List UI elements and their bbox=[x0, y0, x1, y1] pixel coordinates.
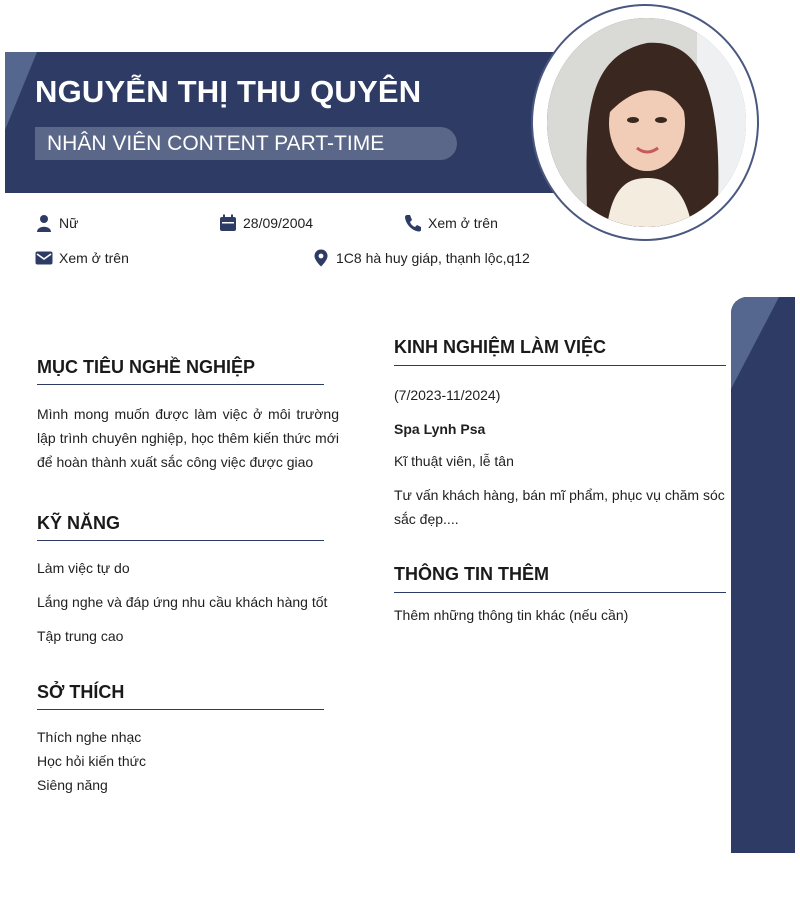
envelope-icon bbox=[35, 249, 53, 267]
objective-rule bbox=[37, 384, 324, 385]
phone-value: Xem ở trên bbox=[428, 215, 498, 231]
avatar-illustration bbox=[547, 18, 746, 227]
skill-item: Tập trung cao bbox=[37, 628, 124, 644]
objective-text: Mình mong muốn được làm việc ở môi trường lập trình chuyên nghiệp, học thêm kiến thức mới để hoàn thành xuất sắc công việc được giao bbox=[37, 406, 339, 470]
position-pill bbox=[35, 127, 457, 160]
gender-row bbox=[35, 214, 78, 232]
skill-item: Làm việc tự do bbox=[37, 560, 130, 576]
phone-icon bbox=[404, 214, 422, 232]
birthday-row bbox=[219, 214, 313, 232]
side-decor-slash bbox=[731, 297, 779, 389]
birthday-value: 28/09/2004 bbox=[243, 215, 314, 231]
extra-heading: THÔNG TIN THÊM bbox=[394, 564, 549, 584]
calendar-icon bbox=[219, 214, 237, 232]
experience-company: Spa Lynh Psa bbox=[394, 421, 486, 437]
position-title: NHÂN VIÊN CONTENT PART-TIME bbox=[47, 132, 385, 155]
side-decor-bar bbox=[731, 297, 795, 853]
hobbies-rule bbox=[37, 709, 324, 710]
email-row bbox=[35, 249, 129, 267]
candidate-name: NGUYỄN THỊ THU QUYÊN bbox=[35, 74, 422, 109]
hobby-item: Siêng năng bbox=[37, 777, 108, 793]
skills-rule bbox=[37, 540, 324, 541]
experience-description: Tư vấn khách hàng, bán mĩ phẩm, phục vụ chăm sóc sắc đẹp.... bbox=[394, 487, 725, 527]
gender-value: Nữ bbox=[59, 215, 79, 231]
address-row bbox=[312, 249, 530, 267]
person-icon bbox=[35, 214, 53, 232]
extra-rule bbox=[394, 592, 726, 593]
location-pin-icon bbox=[312, 249, 330, 267]
header-decor-slash bbox=[5, 52, 37, 130]
email-value: Xem ở trên bbox=[59, 250, 129, 266]
hobbies-heading: SỞ THÍCH bbox=[37, 682, 125, 702]
experience-period: (7/2023-11/2024) bbox=[394, 387, 501, 403]
experience-rule bbox=[394, 365, 726, 366]
address-value: 1C8 hà huy giáp, thạnh lộc,q12 bbox=[336, 250, 530, 266]
extra-text: Thêm những thông tin khác (nếu cần) bbox=[394, 607, 629, 623]
hobby-item: Thích nghe nhạc bbox=[37, 729, 142, 745]
hobby-item: Học hỏi kiến thức bbox=[37, 753, 146, 769]
skill-item: Lắng nghe và đáp ứng nhu cầu khách hàng tốt bbox=[37, 594, 328, 610]
experience-heading: KINH NGHIỆM LÀM VIỆC bbox=[394, 337, 607, 357]
skills-heading: KỸ NĂNG bbox=[37, 513, 121, 533]
avatar bbox=[547, 18, 746, 227]
objective-heading: MỤC TIÊU NGHỀ NGHIỆP bbox=[37, 357, 256, 377]
phone-row bbox=[404, 214, 498, 232]
experience-role: Kĩ thuật viên, lễ tân bbox=[394, 453, 514, 469]
